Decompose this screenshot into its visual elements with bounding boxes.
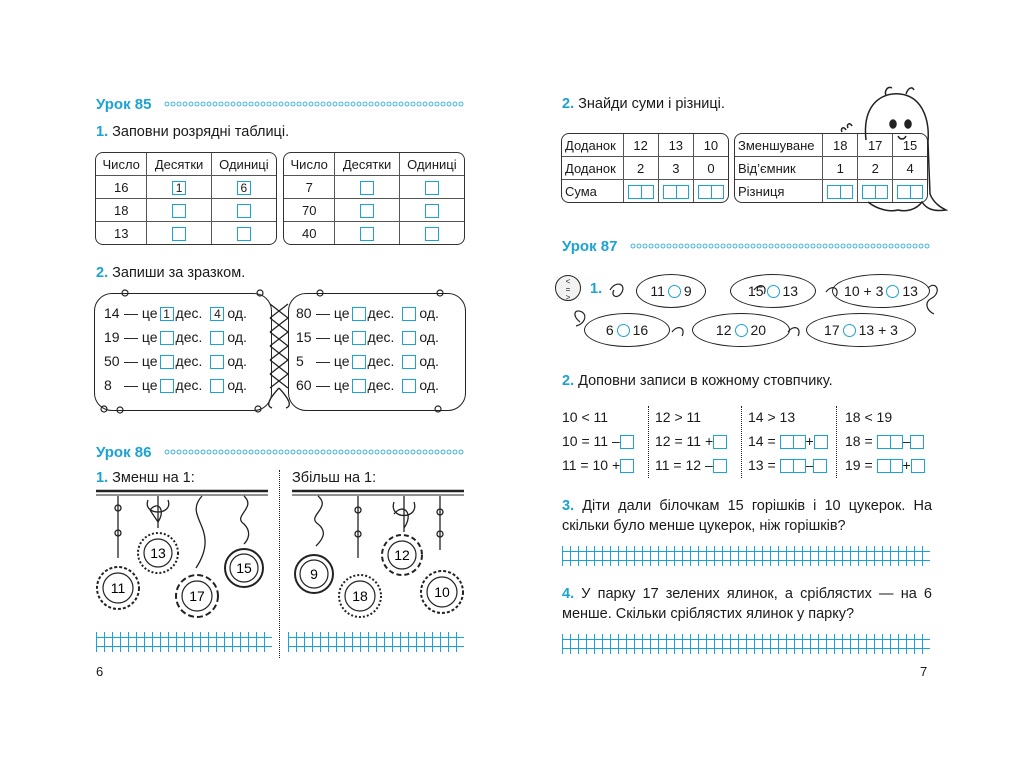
units-label: од. xyxy=(419,305,439,321)
sample-separator: — це xyxy=(316,329,350,345)
compare-right: 13 xyxy=(902,283,918,299)
answer-box[interactable] xyxy=(425,204,439,218)
table-header: Одиниці xyxy=(212,153,276,176)
answer-box[interactable] xyxy=(402,379,416,393)
compare-right: 20 xyxy=(750,322,767,338)
answer-box[interactable] xyxy=(780,459,806,473)
table-cell: 13 xyxy=(659,134,694,157)
units-label: од. xyxy=(419,353,439,369)
task-text: Доповни записи в кожному стовпчику. xyxy=(578,373,833,389)
sample-number: 15 xyxy=(296,329,312,345)
compare-item xyxy=(692,313,790,347)
answer-box[interactable] xyxy=(780,435,806,449)
tens-label: дес. xyxy=(367,377,395,393)
compare-slot[interactable] xyxy=(735,324,748,337)
answer-box[interactable] xyxy=(160,355,174,369)
equation: 14 = + xyxy=(748,433,828,449)
answer-box[interactable] xyxy=(210,331,224,345)
answer-box[interactable] xyxy=(172,204,186,218)
sample-row xyxy=(296,377,460,401)
page-number: 6 xyxy=(96,664,104,679)
answer-box[interactable] xyxy=(210,355,224,369)
ornament-number: 11 xyxy=(110,580,126,596)
tens-label: дес. xyxy=(367,353,395,369)
table-cell: 1 xyxy=(823,157,858,180)
table-header: Десятки xyxy=(335,153,399,176)
table-cell: 2 xyxy=(858,157,893,180)
table-cell: 18 xyxy=(96,199,147,222)
table-cell: 10 xyxy=(694,134,728,157)
column-divider xyxy=(648,406,649,478)
equation: 18 < 19 xyxy=(845,409,893,425)
table-cell: 7 xyxy=(284,176,335,199)
compare-slot[interactable] xyxy=(668,285,681,298)
answer-box[interactable] xyxy=(620,459,634,473)
tens-label: дес. xyxy=(175,377,203,393)
answer-box[interactable] xyxy=(713,459,727,473)
equation-text: 13 = xyxy=(748,457,776,473)
answer-box[interactable] xyxy=(172,227,186,241)
equation xyxy=(562,457,634,473)
equation-text: 19 = xyxy=(845,457,873,473)
tens-label: дес. xyxy=(175,353,203,369)
task-text: У парку 17 зелених ялинок, а сріблястих — на 6 менше. Скільки сріблястих ялинок у парку? xyxy=(562,586,933,622)
task-text: Діти дали білочкам 15 горішків і 10 цукерок. На скільки було менше цукерок, ніж горішків? xyxy=(562,498,933,534)
compare-left: 11 xyxy=(650,283,665,299)
equation: 12 > 11 xyxy=(655,409,702,425)
sample-separator: — це xyxy=(316,353,350,369)
task-number: 1. xyxy=(96,470,109,486)
answer-box[interactable] xyxy=(814,435,828,449)
sample-separator: — це xyxy=(124,377,158,393)
compare-item xyxy=(832,274,930,308)
compare-slot[interactable] xyxy=(617,324,630,337)
answer-box[interactable] xyxy=(352,331,366,345)
place-value-table-a xyxy=(95,152,277,245)
answer-box[interactable] xyxy=(237,227,251,241)
row-label: Доданок xyxy=(562,157,624,180)
row-label: Різниця xyxy=(735,180,823,202)
lesson-divider xyxy=(164,449,464,455)
ornament-number: 17 xyxy=(189,588,205,604)
answer-box[interactable] xyxy=(877,459,903,473)
sample-separator: — це xyxy=(316,377,350,393)
table-header: Десятки xyxy=(147,153,211,176)
compare-item xyxy=(636,274,706,308)
sample-list-left xyxy=(104,305,268,401)
lesson-86-title: Урок 86 xyxy=(96,444,152,461)
compare-slot[interactable] xyxy=(886,285,899,298)
compare-slot[interactable] xyxy=(767,285,780,298)
compare-left: 15 xyxy=(747,283,764,299)
table-cell: 0 xyxy=(694,157,728,180)
table-cell: 16 xyxy=(96,176,147,199)
compare-right: 16 xyxy=(632,322,649,338)
row-label: Зменшуване xyxy=(735,134,823,157)
place-value-table-b xyxy=(283,152,465,245)
equation xyxy=(655,433,727,449)
table-cell: 70 xyxy=(284,199,335,222)
answer-box[interactable] xyxy=(425,227,439,241)
frame-curls-bottom-icon xyxy=(98,404,458,416)
sample-row xyxy=(296,305,460,329)
answer-box[interactable] xyxy=(352,355,366,369)
table-header: Одиниці xyxy=(400,153,464,176)
task-1-heading xyxy=(96,124,289,140)
equation: 14 > 13 xyxy=(748,409,796,425)
sample-number: 19 xyxy=(104,329,120,345)
task-text: Зменш на 1: xyxy=(112,470,195,486)
table-cell: 4 xyxy=(893,157,927,180)
sample-separator: — це xyxy=(124,305,158,321)
answer-box[interactable] xyxy=(360,181,374,195)
sample-number: 5 xyxy=(296,353,304,369)
answer-box[interactable] xyxy=(910,435,924,449)
equation-text: 18 = xyxy=(845,433,873,449)
answer-grid[interactable] xyxy=(562,634,930,654)
compare-item xyxy=(584,313,670,347)
answer-box[interactable] xyxy=(425,181,439,195)
units-label: од. xyxy=(227,353,247,369)
task-number-text: 1. xyxy=(590,281,603,297)
task-complete-heading xyxy=(562,373,833,389)
compare-left: 12 xyxy=(715,322,732,338)
table-header: Число xyxy=(284,153,335,176)
ornament-number: 10 xyxy=(434,584,450,600)
word-problem-4 xyxy=(562,584,932,624)
sample-row xyxy=(104,329,268,353)
row-label: Від’ємник xyxy=(735,157,823,180)
task-text: Запиши за зразком. xyxy=(112,265,246,281)
lesson-85-title: Урок 85 xyxy=(96,96,152,113)
task-number: 1. xyxy=(96,124,109,140)
answer-box[interactable] xyxy=(877,435,903,449)
column-divider xyxy=(741,406,742,478)
units-label: од. xyxy=(227,305,247,321)
compare-signs-icon: < = > xyxy=(555,275,581,301)
sample-separator: — це xyxy=(124,329,158,345)
compare-left: 10 + 3 xyxy=(844,283,884,299)
task-number: 3. xyxy=(562,498,575,514)
answer-box[interactable]: 1 xyxy=(160,307,174,321)
compare-right: 13 xyxy=(782,283,799,299)
answer-grid[interactable] xyxy=(288,632,464,652)
compare-left: 17 xyxy=(824,322,840,338)
sample-separator: — це xyxy=(316,305,350,321)
ornaments-right xyxy=(288,488,468,628)
answer-box[interactable] xyxy=(713,435,727,449)
equation: 19 = + xyxy=(845,457,925,473)
answer-box[interactable] xyxy=(911,459,925,473)
task-decrease-heading xyxy=(96,470,195,486)
table-cell: 3 xyxy=(659,157,694,180)
answer-box[interactable] xyxy=(620,435,634,449)
sample-row xyxy=(104,377,268,401)
word-problem-3 xyxy=(562,496,932,536)
answer-box[interactable]: 4 xyxy=(210,307,224,321)
task-number: 4. xyxy=(562,586,575,602)
sample-row xyxy=(296,353,460,377)
ornament-number: 13 xyxy=(150,545,166,561)
ornament-number: 12 xyxy=(394,547,410,563)
compare-left: 6 xyxy=(605,322,614,338)
tens-label: дес. xyxy=(175,329,203,345)
table-cell: 12 xyxy=(624,134,659,157)
units-label: од. xyxy=(419,329,439,345)
sample-number: 14 xyxy=(104,305,120,321)
equation-text: 11 = 10 + xyxy=(562,457,621,473)
lesson-divider xyxy=(630,243,930,249)
units-label: од. xyxy=(419,377,439,393)
answer-box[interactable] xyxy=(402,331,416,345)
task-sums-heading xyxy=(562,96,725,112)
column-divider xyxy=(836,406,837,478)
lesson-divider xyxy=(164,101,464,107)
ornament-number: 15 xyxy=(236,560,252,576)
answer-grid[interactable] xyxy=(96,632,272,652)
ornament-number: 9 xyxy=(310,566,318,582)
frame-curls-top-icon xyxy=(120,287,460,297)
equation-text: 10 = 11 – xyxy=(562,433,620,449)
sample-number: 50 xyxy=(104,353,120,369)
answer-box[interactable] xyxy=(402,307,416,321)
units-label: од. xyxy=(227,329,247,345)
table-cell: 17 xyxy=(858,134,893,157)
task-number: 2. xyxy=(562,373,575,389)
answer-box[interactable] xyxy=(360,227,374,241)
tens-label: дес. xyxy=(175,305,203,321)
table-cell: 40 xyxy=(284,222,335,244)
compare-slot[interactable] xyxy=(843,324,856,337)
answer-box[interactable] xyxy=(352,307,366,321)
answer-box[interactable] xyxy=(160,331,174,345)
answer-box[interactable] xyxy=(663,185,689,199)
table-cell: 2 xyxy=(624,157,659,180)
compare-right: 9 xyxy=(683,283,692,299)
answer-box[interactable]: 6 xyxy=(237,181,251,195)
table-header: Число xyxy=(96,153,147,176)
sample-row xyxy=(104,353,268,377)
task-number: 2. xyxy=(96,265,109,281)
page-number: 7 xyxy=(920,664,928,679)
lesson-87-title: Урок 87 xyxy=(562,238,618,255)
answer-box[interactable] xyxy=(628,185,654,199)
sample-separator: — це xyxy=(124,353,158,369)
equation: 13 = – xyxy=(748,457,827,473)
ornament-number: 18 xyxy=(352,588,368,604)
answer-grid[interactable] xyxy=(562,546,930,566)
equation: 10 < 11 xyxy=(562,409,609,425)
answer-box[interactable] xyxy=(402,355,416,369)
equation-text: 11 = 12 – xyxy=(655,457,713,473)
tens-label: дес. xyxy=(367,329,395,345)
units-label: од. xyxy=(227,377,247,393)
equation xyxy=(655,457,727,473)
answer-box[interactable] xyxy=(813,459,827,473)
equation-text: 14 = xyxy=(748,433,776,449)
compare-item xyxy=(730,274,816,308)
equation-text: 12 = 11 + xyxy=(655,433,714,449)
task-text: Знайди суми і різниці. xyxy=(578,96,725,112)
ghost-mascot-icon xyxy=(838,84,948,216)
sample-number: 80 xyxy=(296,305,312,321)
equation: 18 = – xyxy=(845,433,924,449)
task-increase-heading: Збільш на 1: xyxy=(292,470,377,486)
sample-list-right xyxy=(296,305,460,401)
equation xyxy=(562,433,634,449)
compare-right: 13 + 3 xyxy=(858,322,898,338)
answer-box[interactable] xyxy=(360,204,374,218)
table-cell: 13 xyxy=(96,222,147,244)
answer-box[interactable] xyxy=(160,379,174,393)
compare-item xyxy=(806,313,916,347)
tens-label: дес. xyxy=(367,305,395,321)
answer-box[interactable] xyxy=(352,379,366,393)
table-cell: 15 xyxy=(893,134,927,157)
sum-table xyxy=(561,133,729,203)
answer-box[interactable] xyxy=(210,379,224,393)
sample-number: 8 xyxy=(104,377,112,393)
task-number: 2. xyxy=(562,96,575,112)
ornaments-left xyxy=(92,488,272,628)
column-divider xyxy=(279,470,280,658)
answer-box[interactable] xyxy=(698,185,724,199)
sample-row xyxy=(104,305,268,329)
task-text: Заповни розрядні таблиці. xyxy=(112,124,290,140)
row-label: Доданок xyxy=(562,134,624,157)
answer-box[interactable] xyxy=(237,204,251,218)
sample-row xyxy=(296,329,460,353)
sample-number: 60 xyxy=(296,377,312,393)
answer-box[interactable]: 1 xyxy=(172,181,186,195)
task-2-heading xyxy=(96,265,245,281)
table-cell: 18 xyxy=(823,134,858,157)
row-label: Сума xyxy=(562,180,624,202)
